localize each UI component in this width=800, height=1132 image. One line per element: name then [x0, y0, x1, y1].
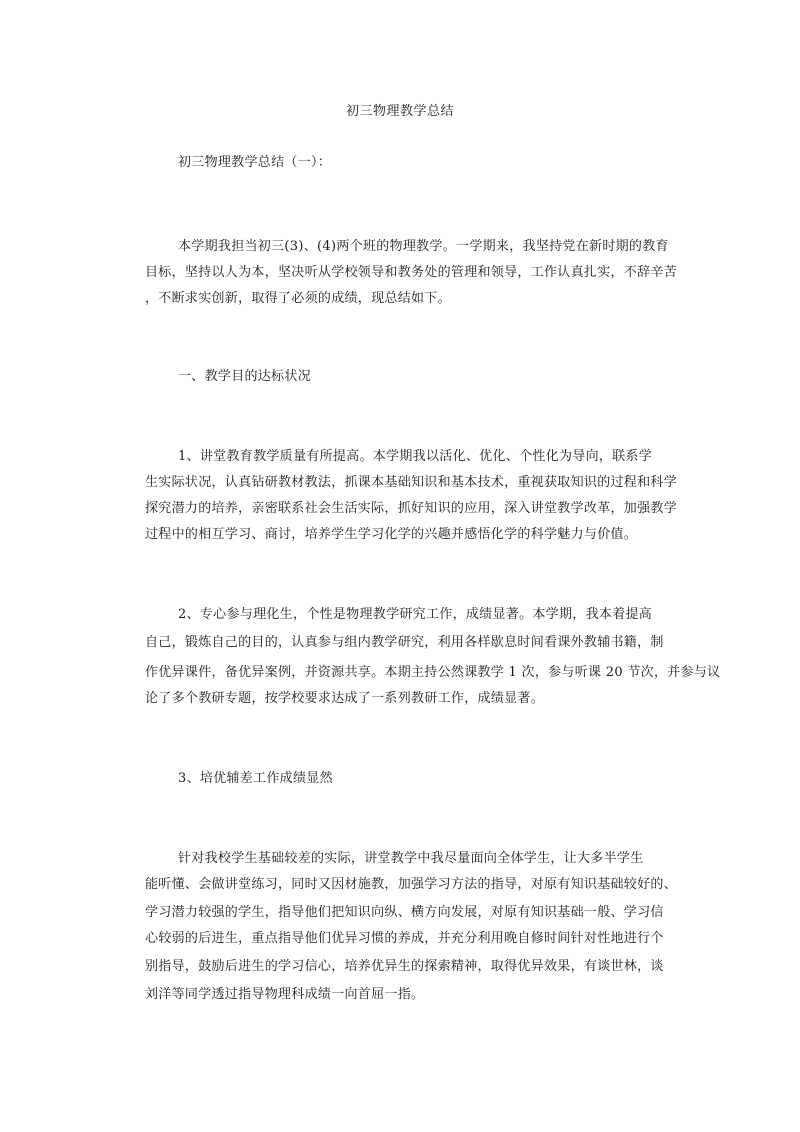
- item1-line-3: 探究潜力的培养，亲密联系社会生活实际，抓好知识的应用，深入讲堂教学改革，加强教学: [145, 501, 678, 516]
- intro-line-3: ，不断求实创新，取得了必须的成绩，现总结如下。: [145, 291, 451, 306]
- item2-line-1: 2、专心参与理化生，个性是物理教学研究工作，成绩显著。本学期，我本着提高: [178, 607, 653, 622]
- section1-heading: 一、教学目的达标状况: [178, 369, 312, 384]
- item1-line-4: 过程中的相互学习、商讨，培养学生学习化学的兴趣并感悟化学的科学魅力与价值。: [145, 527, 638, 542]
- item3-line-2: 能听懂、会做讲堂练习，同时又因材施教，加强学习方法的指导，对原有知识基础较好的、: [145, 877, 678, 892]
- item3-line-6: 刘洋等同学透过指导物理科成绩一向首屈一指。: [145, 987, 425, 1002]
- item2-line-3: 作优异课件，备优异案例，并资源共享。本期主持公然课教学 1 次，参与听课 20 节次，并参与议: [145, 665, 721, 680]
- item2-line-4: 论了多个教研专题，按学校要求达成了一系列教研工作，成绩显著。: [145, 691, 545, 706]
- item3-line-3: 学习潜力较强的学生，指导他们把知识向纵、横方向发展，对原有知识基础一般、学习信: [145, 905, 664, 920]
- item3-line-5: 别指导，鼓励后进生的学习信心，培养优异生的探索精神，取得优异效果，有谈世林，谈: [145, 959, 664, 974]
- intro-line-2: 目标，坚持以人为本，坚决听从学校领导和教务处的管理和领导，工作认真扎实，不辞辛苦: [145, 265, 678, 280]
- document-title: 初三物理教学总结: [345, 104, 454, 119]
- document-subtitle: 初三物理教学总结（一）：: [178, 155, 332, 170]
- item3-heading: 3、培优辅差工作成绩显然: [178, 771, 333, 786]
- item3-line-4: 心较弱的后进生，重点指导他们优异习惯的养成，并充分利用晚自修时间针对性地进行个: [145, 931, 664, 946]
- intro-line-1: 本学期我担当初三(3)、(4)两个班的物理教学。一学期来，我坚持党在新时期的教育: [178, 239, 669, 254]
- item3-line-1: 针对我校学生基础较差的实际，讲堂教学中我尽量面向全体学生，让大多半学生: [178, 851, 644, 866]
- item2-line-2: 自己，锻炼自己的目的，认真参与组内教学研究，利用各样歇息时间看课外教辅书籍，制: [145, 635, 664, 650]
- item1-line-1: 1、讲堂教育教学质量有所提高。本学期我以活化、优化、个性化为导向，联系学: [178, 449, 653, 464]
- item1-line-2: 生实际状况，认真钻研教材教法，抓课本基础知识和基本技术，重视获取知识的过程和科学: [145, 475, 678, 490]
